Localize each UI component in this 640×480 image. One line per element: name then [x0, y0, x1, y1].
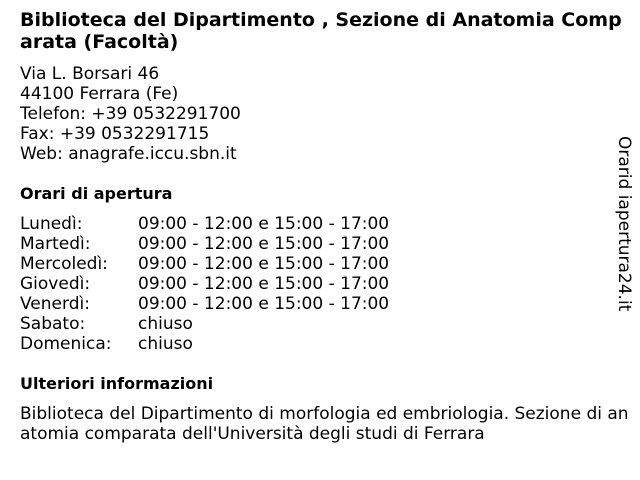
hours-row: [20, 214, 440, 234]
day-label: Venerdì:: [20, 294, 90, 314]
hours-row: [20, 234, 440, 254]
hours-row: [20, 314, 440, 334]
additional-info-heading: Ulteriori informazioni: [20, 374, 214, 393]
day-label: Giovedì:: [20, 274, 91, 294]
phone-number: Telefon: +39 0532291700: [20, 104, 241, 124]
day-label: Domenica:: [20, 334, 112, 354]
hours-row: [20, 274, 440, 294]
street-address: Via L. Borsari 46: [20, 64, 160, 84]
time-value: 09:00 - 12:00 e 15:00 - 17:00: [138, 294, 390, 314]
contact-block: [20, 64, 241, 164]
day-label: Sabato:: [20, 314, 86, 334]
day-label: Martedì:: [20, 234, 91, 254]
time-value: chiuso: [138, 334, 193, 354]
additional-info-text: Biblioteca del Dipartimento di morfologia ed embriologia. Sezione di anatomia comparata dell'Università degli studi di Ferrara: [20, 404, 629, 444]
hours-row: [20, 254, 440, 274]
city-postal: 44100 Ferrara (Fe): [20, 84, 179, 104]
day-label: Mercoledì:: [20, 254, 108, 274]
time-value: chiuso: [138, 314, 193, 334]
time-value: 09:00 - 12:00 e 15:00 - 17:00: [138, 274, 390, 294]
fax-number: Fax: +39 0532291715: [20, 124, 210, 144]
time-value: 09:00 - 12:00 e 15:00 - 17:00: [138, 214, 390, 234]
day-label: Lunedì:: [20, 214, 83, 234]
website: Web: anagrafe.iccu.sbn.it: [20, 144, 237, 164]
time-value: 09:00 - 12:00 e 15:00 - 17:00: [138, 254, 390, 274]
hours-row: [20, 294, 440, 314]
site-brand-vertical: Orarid iapertura24.it: [614, 136, 634, 312]
page-title: Biblioteca del Dipartimento , Sezione di Anatomia Comparata (Facoltà): [20, 9, 622, 53]
opening-hours-table: [20, 214, 440, 354]
opening-hours-heading: Orari di apertura: [20, 184, 173, 203]
hours-row: [20, 334, 440, 354]
time-value: 09:00 - 12:00 e 15:00 - 17:00: [138, 234, 390, 254]
